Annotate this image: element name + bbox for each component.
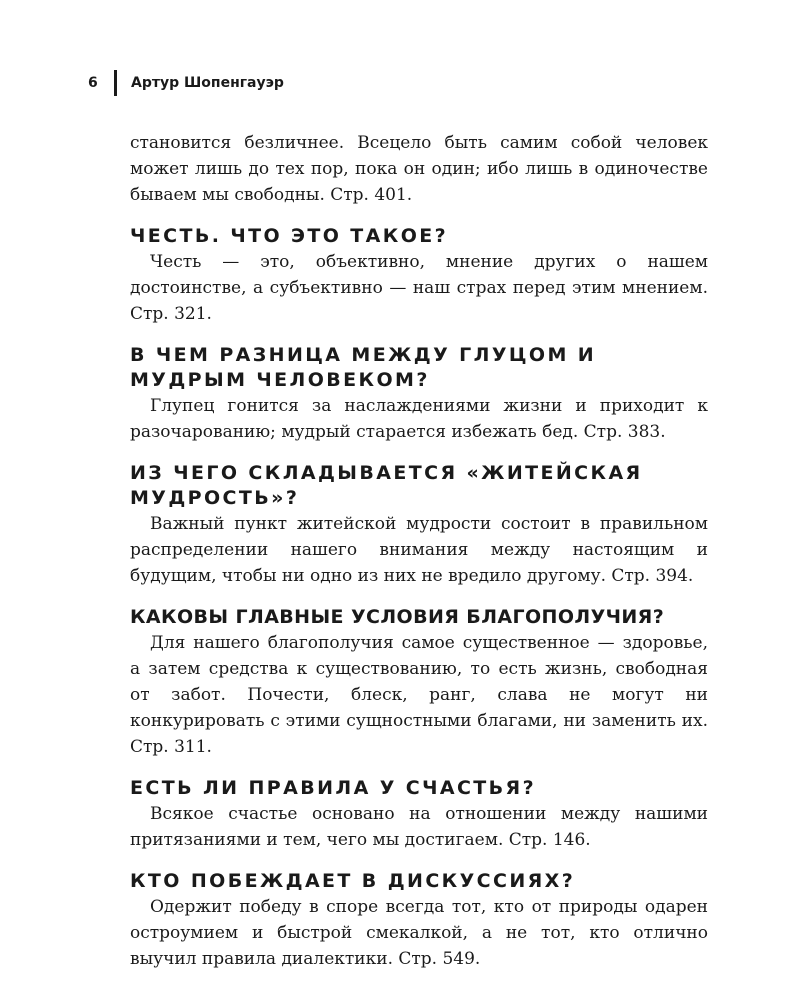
header-divider bbox=[114, 70, 117, 96]
section-text: Всякое счастье основано на отношении между нашими притязаниями и тем, чего мы достигаем. Стр. 146. bbox=[130, 804, 708, 850]
intro-paragraph: становится безличнее. Всецело быть самим собой человек может лишь до тех пор, пока он один; ибо лишь в одиночестве бываем мы свободны. Стр. 401. bbox=[130, 133, 708, 205]
section-text: Честь — это, объективно, мнение других о нашем достоинстве, а субъективно — наш страх перед этим мнением. Стр. 321. bbox=[130, 252, 708, 324]
section-text: Важный пункт житейской мудрости состоит в правильном распределении нашего внимания между настоящим и будущим, чтобы ни одно из них не вредило другому. Стр. 394. bbox=[130, 514, 708, 586]
section-text: Глупец гонится за наслаждениями жизни и приходит к разочарованию; мудрый старается избежать бед. Стр. 383. bbox=[130, 396, 708, 442]
running-header bbox=[88, 70, 284, 96]
section-heading: КАКОВЫ ГЛАВНЫЕ УСЛОВИЯ БЛАГОПОЛУЧИЯ? bbox=[130, 606, 665, 628]
page-number: 6 bbox=[88, 75, 98, 91]
section-text: Одержит победу в споре всегда тот, кто от природы одарен остроумием и быстрой смекалкой, а не тот, кто отлично выучил правила диалектики. Стр. 549. bbox=[130, 897, 708, 969]
section-honor bbox=[130, 224, 708, 327]
section-heading: ЧЕСТЬ. ЧТО ЭТО ТАКОЕ? bbox=[130, 225, 449, 247]
section-heading: ЕСТЬ ЛИ ПРАВИЛА У СЧАСТЬЯ? bbox=[130, 777, 536, 799]
section-worldly-wisdom bbox=[130, 461, 708, 589]
section-heading: КТО ПОБЕЖДАЕТ В ДИСКУССИЯХ? bbox=[130, 870, 576, 892]
section-discussions bbox=[130, 869, 708, 972]
section-text: Для нашего благополучия самое существенное — здоровье, а затем средства к существованию, то есть жизнь, свободная от забот. Почести, блеск, ранг, слава не могут ни конкурировать с этими сущностными благами, ни заменить их. Стр. 311. bbox=[130, 633, 708, 757]
section-well-being bbox=[130, 605, 708, 760]
section-happiness-rules bbox=[130, 776, 708, 853]
running-title: Артур Шопенгауэр bbox=[131, 75, 284, 91]
page-body bbox=[130, 130, 708, 972]
section-heading: В ЧЕМ РАЗНИЦА МЕЖДУ ГЛУЦОМ И МУДРЫМ ЧЕЛОВЕКОМ? bbox=[130, 344, 597, 391]
section-fool-and-wise bbox=[130, 343, 708, 445]
section-heading: ИЗ ЧЕГО СКЛАДЫВАЕТСЯ «ЖИТЕЙСКАЯ МУДРОСТЬ»? bbox=[130, 462, 643, 509]
